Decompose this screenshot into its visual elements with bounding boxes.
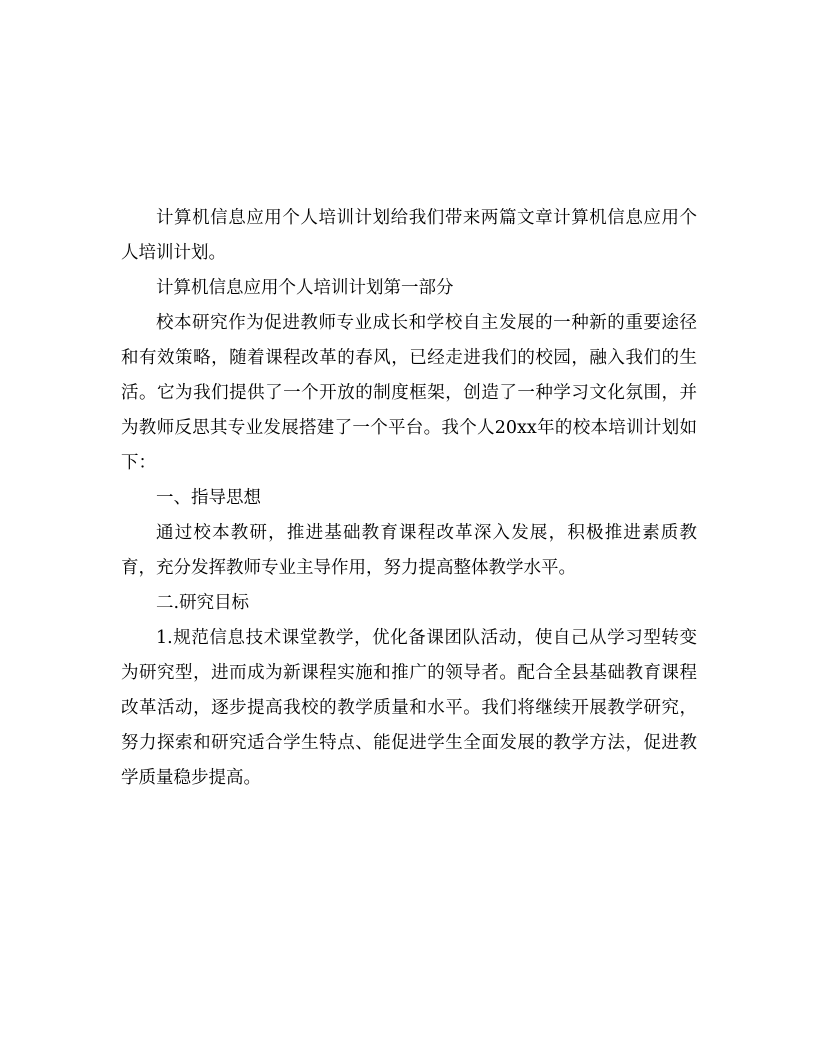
section-heading-part-one: 计算机信息应用个人培训计划第一部分 xyxy=(156,278,454,298)
section-heading-guiding-ideology: 一、指导思想 xyxy=(156,488,261,508)
body-paragraph: 通过校本教研，推进基础教育课程改革深入发展，积极推进素质教育，充分发挥教师专业主导作用，努力提高整体教学水平。 xyxy=(121,523,697,578)
intro-paragraph: 计算机信息应用个人培训计划给我们带来两篇文章计算机信息应用个人培训计划。 xyxy=(121,208,697,263)
document-body xyxy=(121,201,697,796)
body-paragraph: 1.规范信息技术课堂教学，优化备课团队活动，使自己从学习型转变为研究型，进而成为新课程实施和推广的领导者。配合全县基础教育课程改革活动，逐步提高我校的教学质量和水平。我们将继续开展教学研究，努力探索和研究适合学生特点、能促进学生全面发展的教学方法，促进教学质量稳步提高。 xyxy=(121,628,697,788)
section-heading-research-goals: 二.研究目标 xyxy=(156,593,250,613)
body-paragraph: 校本研究作为促进教师专业成长和学校自主发展的一种新的重要途径和有效策略，随着课程改革的春风，已经走进我们的校园，融入我们的生活。它为我们提供了一个开放的制度框架，创造了一种学习文化氛围，并为教师反思其专业发展搭建了一个平台。我个人20xx年的校本培训计划如下： xyxy=(121,313,697,473)
